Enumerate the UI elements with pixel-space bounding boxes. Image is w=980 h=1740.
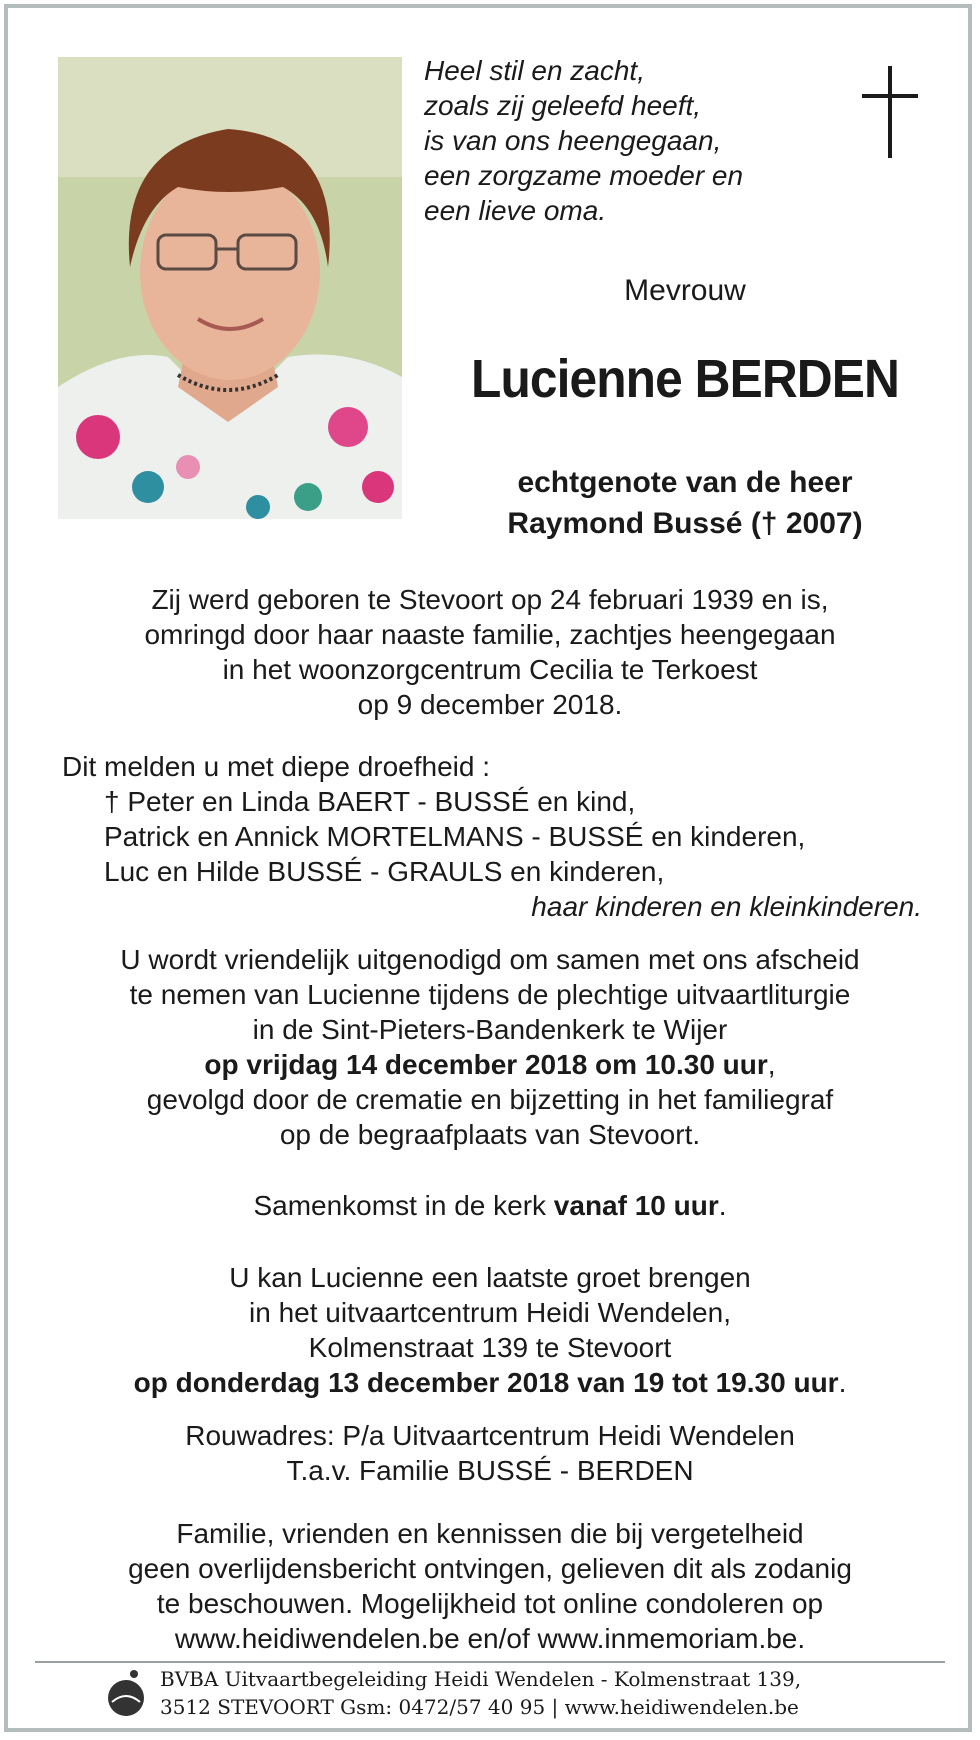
divider	[35, 1661, 945, 1663]
visit-paragraph	[50, 1260, 930, 1400]
mourners-intro: Dit melden u met diepe droefheid :	[62, 751, 491, 782]
cross-icon	[862, 66, 922, 158]
text-line: geen overlijdensbericht ontvingen, gelieven dit als zodanig	[128, 1553, 852, 1584]
text-line: U wordt vriendelijk uitgenodigd om samen met ons afscheid	[120, 944, 860, 975]
text-line: Rouwadres: P/a Uitvaartcentrum Heidi Wendelen	[185, 1420, 795, 1451]
text-line: in het woonzorgcentrum Cecilia te Terkoest	[222, 654, 758, 685]
gathering-text: Samenkomst in de kerk	[253, 1190, 554, 1221]
funeral-date-line	[50, 1047, 930, 1082]
poem-line: zoals zij geleefd heeft,	[424, 90, 702, 121]
poem-line: een lieve oma.	[424, 195, 607, 226]
text-line: Kolmenstraat 139 te Stevoort	[308, 1332, 672, 1363]
gathering-time: vanaf 10 uur	[553, 1190, 719, 1221]
gathering-line	[50, 1188, 930, 1223]
text-line: op 9 december 2018.	[357, 689, 623, 720]
punctuation: .	[718, 1190, 727, 1221]
portrait-photo	[58, 57, 402, 519]
poem-line: is van ons heengegaan,	[424, 125, 722, 156]
text-line: www.heidiwendelen.be en/of www.inmemoriam.be.	[174, 1623, 806, 1654]
text-line: te nemen van Lucienne tijdens de plechtige uitvaartliturgie	[129, 979, 851, 1010]
footer-text	[160, 1665, 801, 1721]
text-line: in de Sint-Pieters-Bandenkerk te Wijer	[252, 1014, 728, 1045]
text-line: T.a.v. Familie BUSSÉ - BERDEN	[286, 1455, 694, 1486]
poem-line: een zorgzame moeder en	[424, 160, 744, 191]
punctuation: .	[838, 1367, 847, 1398]
text-line: Familie, vrienden en kennissen die bij vergetelheid	[176, 1518, 804, 1549]
birth-paragraph	[50, 582, 930, 722]
footer-line: 3512 STEVOORT Gsm: 0472/57 40 95 | www.heidiwendelen.be	[160, 1695, 799, 1719]
poem-line: Heel stil en zacht,	[424, 55, 645, 86]
mourner-entry: Luc en Hilde BUSSÉ - GRAULS en kinderen,	[104, 856, 665, 887]
visit-date: op donderdag 13 december 2018 van 19 tot 19.30 uur	[133, 1367, 839, 1398]
funeral-date: op vrijdag 14 december 2018 om 10.30 uur	[204, 1049, 768, 1080]
footer-line: BVBA Uitvaartbegeleiding Heidi Wendelen - Kolmenstraat 139,	[160, 1667, 802, 1691]
poem	[424, 53, 743, 228]
text-line: omringd door haar naaste familie, zachtjes heengegaan	[144, 619, 836, 650]
text-line: te beschouwen. Mogelijkheid tot online condoleren op	[156, 1588, 824, 1619]
mourners-closing: haar kinderen en kleinkinderen.	[531, 891, 922, 922]
funeral-home-logo-icon	[104, 1668, 150, 1718]
mourners-list	[62, 749, 922, 924]
closing-paragraph	[50, 1516, 930, 1656]
funeral-paragraph	[50, 942, 930, 1152]
deceased-name: Lucienne BERDEN	[471, 349, 899, 409]
text-line: Zij werd geboren te Stevoort op 24 februari 1939 en is,	[151, 584, 829, 615]
text-line: in het uitvaartcentrum Heidi Wendelen,	[249, 1297, 731, 1328]
mourner-entry: Patrick en Annick MORTELMANS - BUSSÉ en kinderen,	[104, 821, 806, 852]
mourner-entry: † Peter en Linda BAERT - BUSSÉ en kind,	[104, 786, 636, 817]
punctuation: ,	[767, 1049, 776, 1080]
text-line: gevolgd door de crematie en bijzetting in het familiegraf	[146, 1084, 834, 1115]
salutation: Mevrouw	[624, 274, 746, 307]
address-paragraph	[50, 1418, 930, 1488]
spouse-line: Raymond Bussé († 2007)	[507, 507, 863, 540]
spouse-line: echtgenote van de heer	[517, 466, 853, 499]
text-line: U kan Lucienne een laatste groet brengen	[229, 1262, 751, 1293]
spouse-info	[430, 462, 940, 544]
text-line: op de begraafplaats van Stevoort.	[279, 1119, 701, 1150]
visit-date-line	[50, 1365, 930, 1400]
